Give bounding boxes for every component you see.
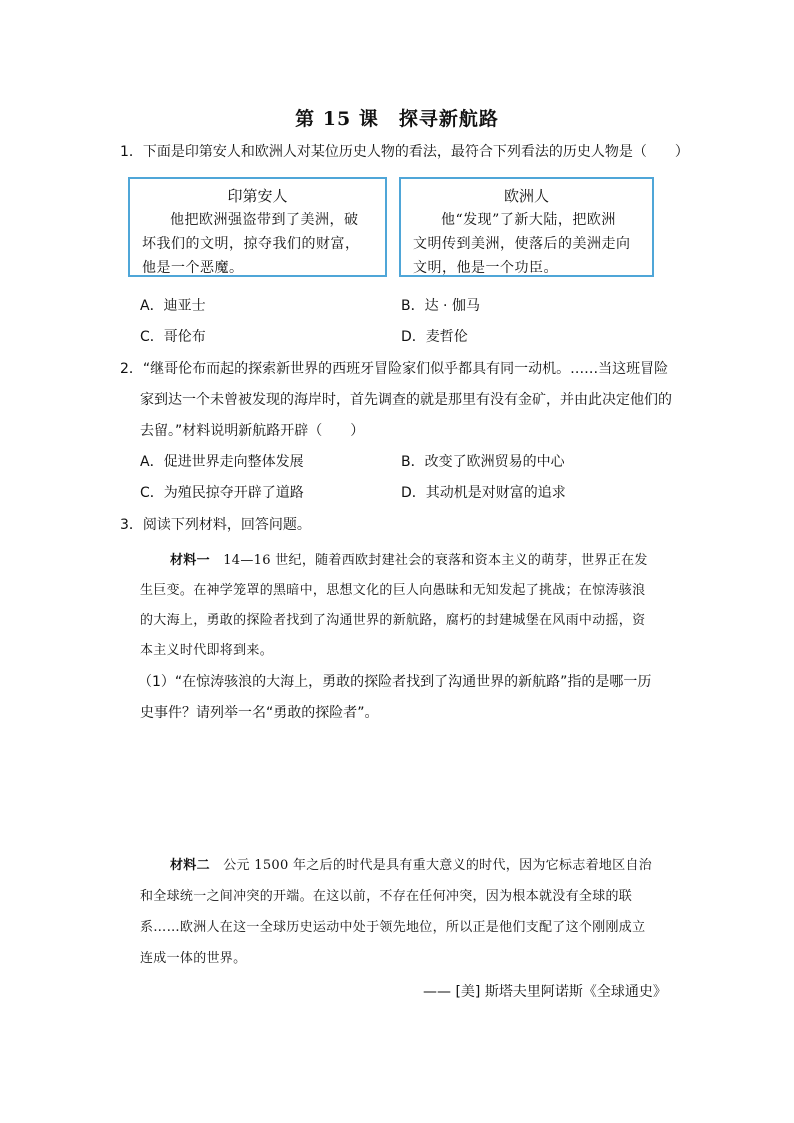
q1-option-a[interactable]: A．迪亚士 [140, 298, 206, 314]
european-view-heading: 欧洲人 [503, 187, 549, 205]
material-2-line [170, 854, 652, 873]
q2-stem-line: 家到达一个未曾被发现的海岸时，首先调查的就是那里有没有金矿，并由此决定他们的 [140, 392, 672, 408]
q2-option-d[interactable]: D．其动机是对财富的追求 [401, 485, 566, 501]
material-1-line [170, 549, 648, 568]
material-1-line: 生巨变。在神学笼罩的黑暗中，思想文化的巨人向愚昧和无知发起了挑战；在惊涛骇浪 [140, 583, 646, 598]
indian-view-line: 他是一个恶魔。 [142, 260, 244, 276]
page-title: 第 15 课 探寻新航路 [295, 108, 499, 130]
q1-option-b[interactable]: B．达 · 伽马 [401, 298, 480, 314]
material-2-source: —— [美] 斯塔夫里阿诺斯《全球通史》 [423, 984, 667, 1000]
european-view-box [399, 177, 654, 277]
european-view-line: 文明传到美洲，使落后的美洲走向 [413, 236, 631, 252]
european-view-line: 文明，他是一个功臣。 [413, 260, 558, 276]
q2-option-a[interactable]: A．促进世界走向整体发展 [140, 454, 304, 470]
material-1-line: 的大海上，勇敢的探险者找到了沟通世界的新航路，腐朽的封建城堡在风雨中动摇，资 [140, 613, 646, 628]
indian-view-heading: 印第安人 [227, 187, 288, 205]
q3-stem: 3．阅读下列材料，回答问题。 [120, 517, 311, 533]
q1-stem: 1．下面是印第安人和欧洲人对某位历史人物的看法，最符合下列看法的历史人物是（ ） [120, 144, 689, 160]
material-1-label: 材料一 [170, 553, 210, 568]
material-2-line: 和全球统一之间冲突的开端。在这以前，不存在任何冲突，因为根本就没有全球的联 [140, 889, 633, 904]
q1-option-c[interactable]: C．哥伦布 [140, 329, 206, 345]
indian-view-line: 他把欧洲强盗带到了美洲，破 [170, 212, 359, 228]
q2-option-b[interactable]: B．改变了欧洲贸易的中心 [401, 454, 565, 470]
q2-stem-line: 去留。”材料说明新航路开辟（ ） [140, 423, 365, 439]
european-view-line: 他“发现”了新大陆，把欧洲 [441, 212, 616, 228]
q3-sub1-line: （1）“在惊涛骇浪的大海上，勇敢的探险者找到了沟通世界的新航路”指的是哪一历 [138, 674, 652, 690]
indian-view-line: 坏我们的文明，掠夺我们的财富， [142, 236, 360, 252]
material-1-line: 本主义时代即将到来。 [140, 643, 274, 658]
material-2-line: 系……欧洲人在这一全球历史运动中处于领先地位，所以正是他们支配了这个刚刚成立 [140, 920, 646, 935]
q2-option-c[interactable]: C．为殖民掠夺开辟了道路 [140, 485, 304, 501]
material-2-label: 材料二 [170, 858, 210, 873]
material-1-text: 14—16 世纪，随着西欧封建社会的衰落和资本主义的萌芽，世界正在发 [223, 553, 648, 568]
q1-option-d[interactable]: D．麦哲伦 [401, 329, 468, 345]
q3-sub1-line: 史事件？请列举一名“勇敢的探险者”。 [140, 705, 379, 721]
indian-view-box [128, 177, 387, 277]
material-2-line: 连成一体的世界。 [140, 951, 247, 966]
q2-stem-line: 2．“继哥伦布而起的探索新世界的西班牙冒险家们似乎都具有同一动机。……当这班冒险 [120, 361, 669, 377]
material-2-text: 公元 1500 年之后的时代是具有重大意义的时代，因为它标志着地区自治 [223, 858, 653, 873]
